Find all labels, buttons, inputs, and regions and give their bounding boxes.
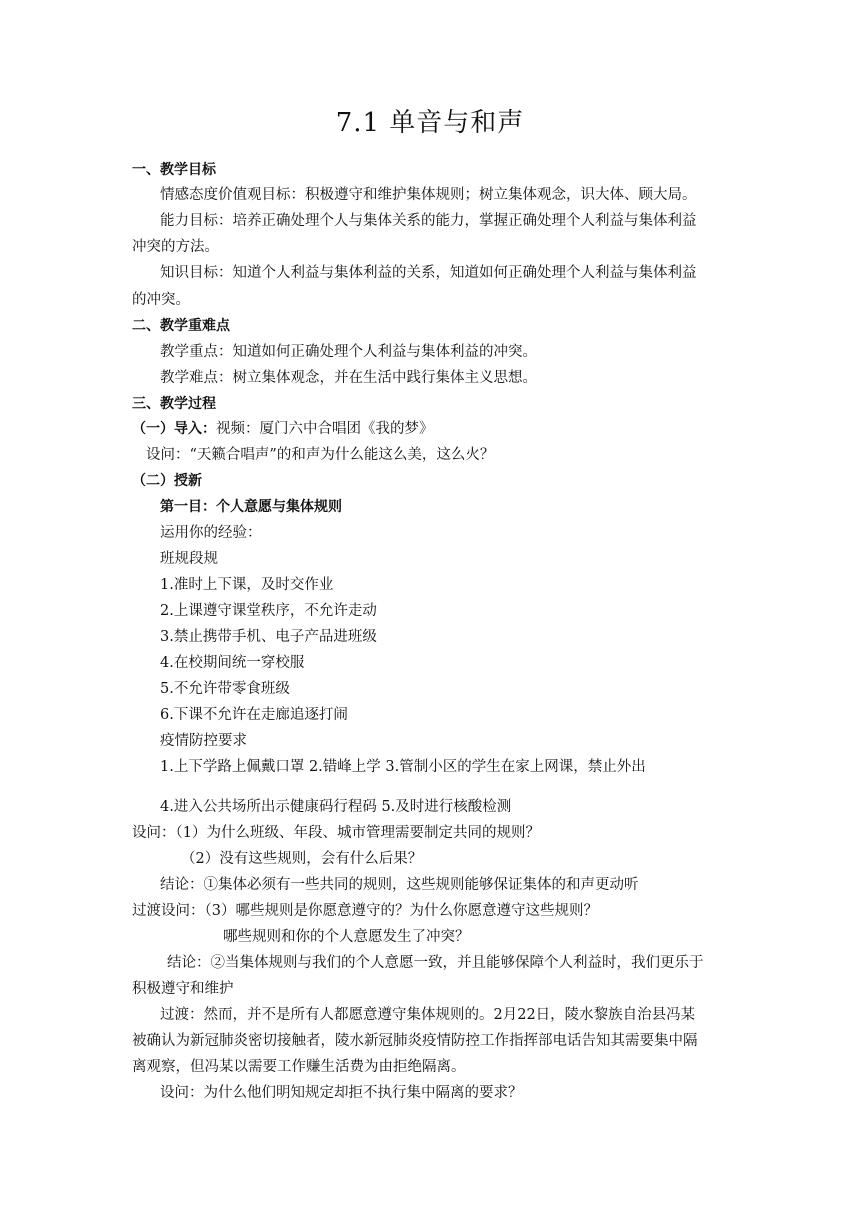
paragraph-line: 冲突的方法。: [132, 239, 219, 255]
paragraph-line: 班规段规: [160, 551, 218, 567]
subsection-heading: 第一目：个人意愿与集体规则: [160, 499, 342, 515]
paragraph-line: 设问：为什么他们明知规定却拒不执行集中隔离的要求？: [160, 1085, 523, 1101]
paragraph-line: 情感态度价值观目标：积极遵守和维护集体规则；树立集体观念，识大体、顾大局。: [160, 187, 697, 203]
list-item: 5.不允许带零食班级: [160, 681, 290, 697]
paragraph-line: 结论：②当集体规则与我们的个人意愿一致，并且能够保障个人利益时，我们更乐于: [167, 955, 704, 971]
paragraph-line: 哪些规则和你的个人意愿发生了冲突？: [223, 929, 470, 945]
subsection-heading: （二）授新: [132, 473, 202, 489]
paragraph-line: 教学难点：树立集体观念，并在生活中践行集体主义思想。: [160, 370, 537, 386]
subsection-heading: （一）导入：: [132, 421, 216, 437]
paragraph-line: 的冲突。: [132, 292, 190, 308]
list-item: 6.下课不允许在走廊追逐打闹: [160, 707, 348, 723]
paragraph-line: 运用你的经验：: [160, 525, 262, 541]
paragraph-line: 结论：①集体必须有一些共同的规则，这些规则能够保证集体的和声更动听: [160, 877, 639, 893]
paragraph-line: （2）没有这些规则，会有什么后果？: [181, 851, 423, 867]
paragraph-line: 能力目标：培养正确处理个人与集体关系的能力，掌握正确处理个人利益与集体利益: [160, 213, 697, 229]
section-heading-2: 二、教学重难点: [132, 318, 230, 334]
paragraph-line: 设问：（1）为什么班级、年段、城市管理需要制定共同的规则？: [132, 825, 540, 841]
list-item: 4.进入公共场所出示健康码行程码 5.及时进行核酸检测: [160, 799, 512, 815]
subsection-text: 视频：厦门六中合唱团《我的梦》: [216, 421, 434, 437]
paragraph-line: 被确认为新冠肺炎密切接触者，陵水新冠肺炎疫情防控工作指挥部电话告知其需要集中隔: [132, 1033, 698, 1049]
list-item: 2.上课遵守课堂秩序，不允许走动: [160, 603, 377, 619]
section-heading-3: 三、教学过程: [132, 396, 216, 412]
paragraph-line: 教学重点：知道如何正确处理个人利益与集体利益的冲突。: [160, 344, 537, 360]
paragraph-line: 知识目标：知道个人利益与集体利益的关系，知道如何正确处理个人利益与集体利益: [160, 265, 697, 281]
paragraph-line: 疫情防控要求: [160, 733, 247, 749]
paragraph-line: 积极遵守和维护: [132, 981, 234, 997]
list-item: 3.禁止携带手机、电子产品进班级: [160, 629, 377, 645]
section-heading-1: 一、教学目标: [132, 162, 216, 178]
list-item: 1.上下学路上佩戴口罩 2.错峰上学 3.管制小区的学生在家上网课，禁止外出: [160, 759, 646, 775]
paragraph-line: 过渡：然而，并不是所有人都愿意遵守集体规则的。2月22日，陵水黎族自治县冯某: [160, 1007, 696, 1023]
list-item: 4.在校期间统一穿校服: [160, 655, 305, 671]
paragraph-line: 过渡设问：（3）哪些规则是你愿意遵守的？为什么你愿意遵守这些规则？: [132, 903, 598, 919]
subsection-line: [132, 419, 434, 439]
list-item: 1.准时上下课，及时交作业: [160, 577, 334, 593]
page-title: 7.1 单音与和声: [335, 108, 525, 138]
paragraph-line: 离观察，但冯某以需要工作赚生活费为由拒绝隔离。: [132, 1059, 466, 1075]
paragraph-line: 设问：“天籁合唱声”的和声为什么能这么美，这么火？: [146, 447, 495, 463]
